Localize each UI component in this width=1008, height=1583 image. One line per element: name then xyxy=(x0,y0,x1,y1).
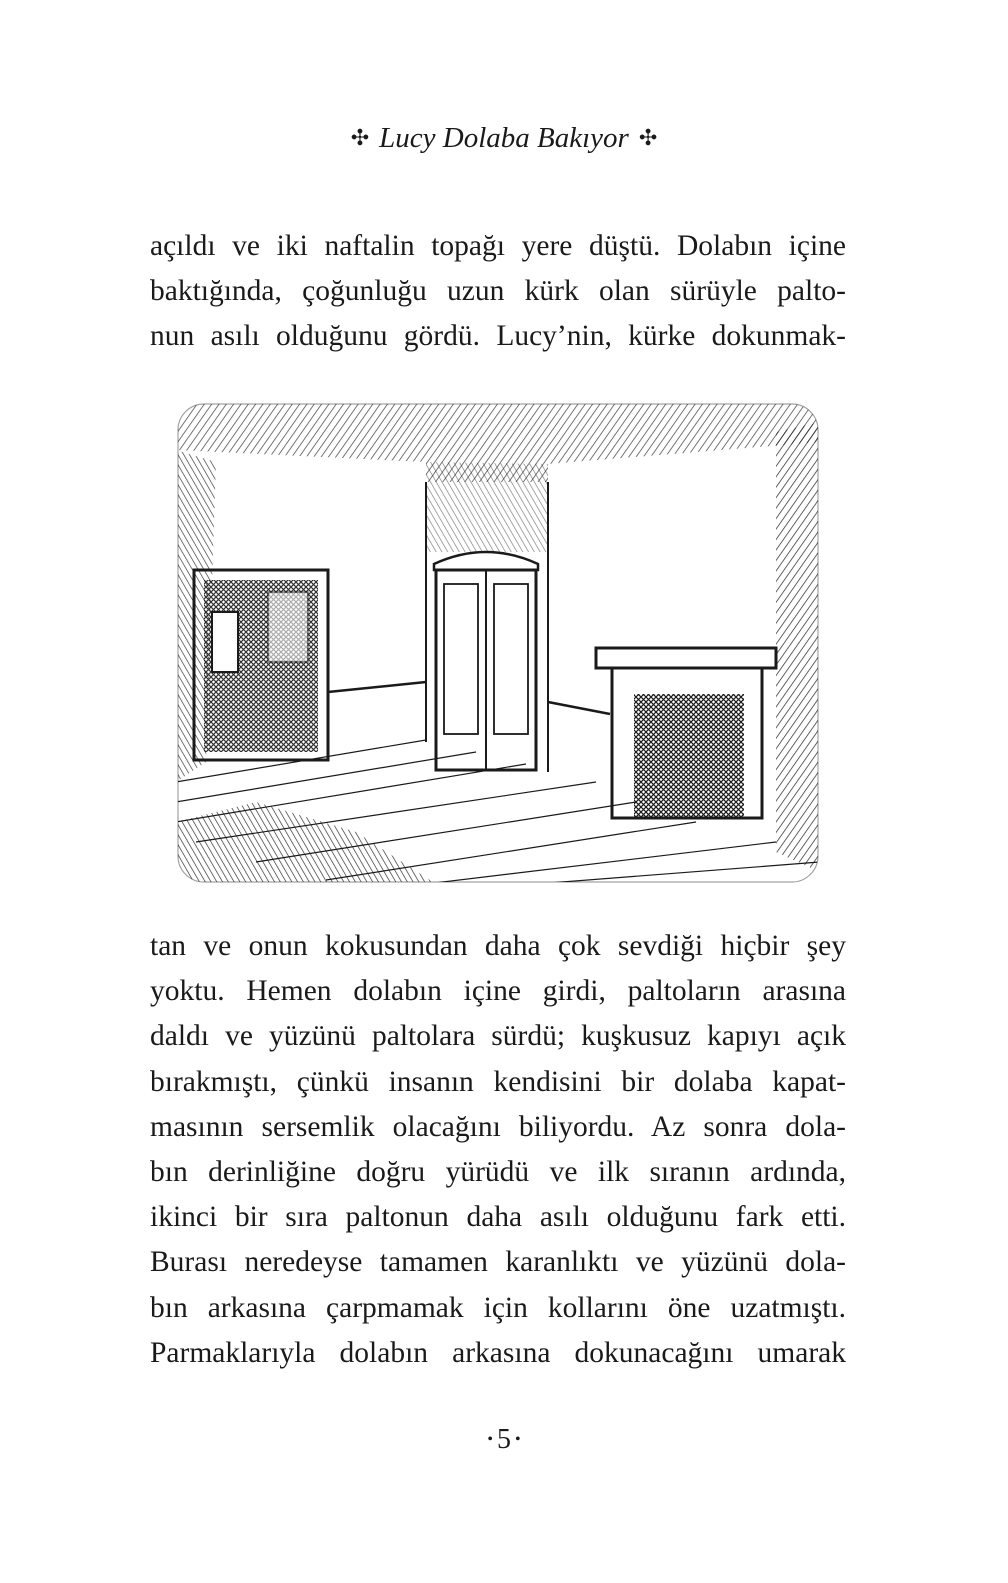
chapter-title: Lucy Dolaba Bakıyor xyxy=(379,122,629,154)
ornament-left-icon: ✣ xyxy=(350,125,370,150)
text-line: açıldı ve iki naftalin topağı yere düştü. Dolabın içine xyxy=(150,230,846,262)
text-line: nun asılı olduğunu gördü. Lucy’nin, kürke dokunmak- xyxy=(150,320,846,353)
text-line: bırakmıştı, çünkü insanın kendisini bir dolaba kapat- xyxy=(150,1065,846,1098)
text-line: Burası neredeyse tamamen karanlıktı ve yüzünü dola- xyxy=(150,1246,846,1279)
folio-dot-right-icon: • xyxy=(515,1431,521,1448)
page-number xyxy=(0,1420,1008,1460)
page-number-value: 5 xyxy=(497,1424,511,1455)
running-head xyxy=(0,118,1008,158)
text-line: daldı ve yüzünü paltolara sürdü; kuşkusuz kapıyı açık xyxy=(150,1020,846,1053)
text-line: masının sersemlik olacağını biliyordu. Az sonra dola- xyxy=(150,1110,846,1143)
text-line: bın arkasına çarpmamak için kollarını öne uzatmıştı. xyxy=(150,1291,846,1324)
text-line: ikinci bir sıra paltonun daha asılı olduğunu fark etti. xyxy=(150,1201,846,1234)
text-line: baktığında, çoğunluğu uzun kürk olan sürüyle palto- xyxy=(150,275,846,308)
body-text-bottom xyxy=(150,924,846,1376)
ornament-right-icon: ✣ xyxy=(638,125,658,150)
text-line: yoktu. Hemen dolabın içine girdi, paltoların arasına xyxy=(150,975,846,1008)
folio-dot-left-icon: • xyxy=(487,1431,493,1448)
text-line: Parmaklarıyla dolabın arkasına dokunacağını umarak xyxy=(150,1336,846,1369)
text-line: bın derinliğine doğru yürüdü ve ilk sıranın ardında, xyxy=(150,1155,846,1188)
room-illustration xyxy=(176,402,820,884)
text-line: tan ve onun kokusundan daha çok sevdiği hiçbir şey xyxy=(150,930,846,962)
body-text-top xyxy=(150,224,846,360)
